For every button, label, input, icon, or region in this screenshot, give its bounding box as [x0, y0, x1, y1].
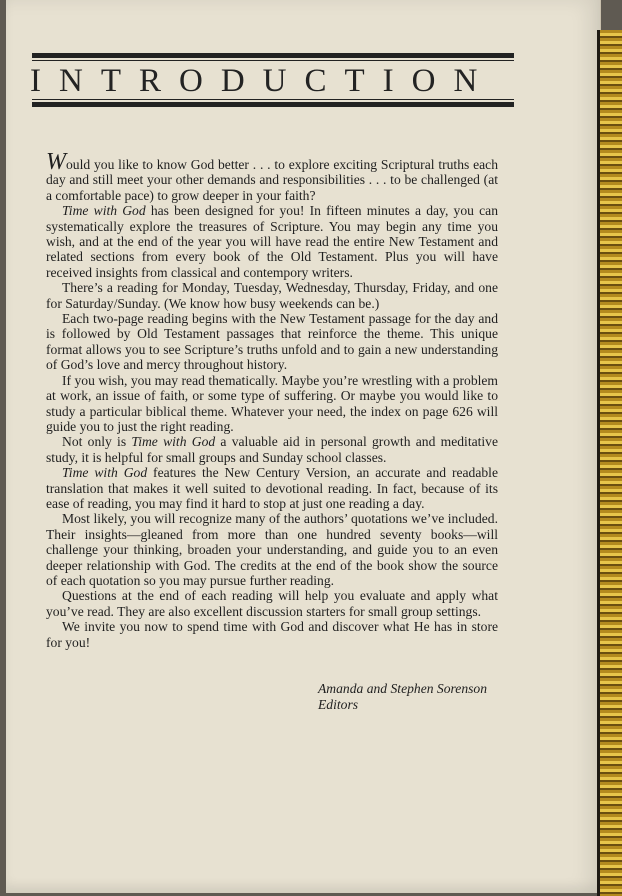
book-page	[6, 0, 601, 893]
gilt-page-edge	[597, 30, 622, 896]
paragraph-10: We invite you now to spend time with God and discover what He has in store for you!	[46, 619, 498, 650]
paragraph-5: If you wish, you may read thematically. Maybe you’re wrestling with a problem at work, an issue of faith, or some type of suffering. Or maybe you would like to study a particular biblical theme. Whatever your need, the index on page 626 will guide you to just the right reading.	[46, 372, 498, 434]
book-title-ref: Time with God	[62, 203, 146, 219]
paragraph-3: There’s a reading for Monday, Tuesday, Wednesday, Thursday, Friday, and one for Saturday/Sunday. (We know how busy weekends can be.)	[46, 280, 498, 311]
paragraph-4: Each two-page reading begins with the New Testament passage for the day and is followed by Old Testament passages that reinforce the theme. This unique format allows you to see Scripture’s truths unfold and to gain a new understanding of God’s love and mercy throughout history.	[46, 311, 498, 373]
introduction-body	[46, 149, 499, 650]
paragraph-1: Would you like to know God better . . . to explore exciting Scriptural truths each day and still meet your other demands and responsibilities . . . to be challenged (at a comfortable pace) to grow deeper in your faith?	[46, 149, 498, 203]
bottom-rule-thick	[32, 102, 514, 107]
paragraph-7: Time with God features the New Century Version, an accurate and readable translation that makes it well suited to devotional reading. In fact, because of its ease of reading, you may find it hard to stop at just one reading a day.	[46, 465, 498, 511]
paragraph-6: Not only is Time with God a valuable aid in personal growth and meditative study, it is helpful for small groups and Sunday school classes.	[46, 434, 499, 465]
book-title-ref: Time with God	[62, 465, 148, 481]
page-title: INTRODUCTION	[30, 63, 496, 99]
top-rule-thin	[32, 60, 514, 61]
signature-role: Editors	[318, 697, 359, 712]
bottom-rule-thin	[32, 99, 514, 100]
book-title-ref: Time with God	[131, 434, 216, 450]
paragraph-9: Questions at the end of each reading will help you evaluate and apply what you’ve read. They are also excellent discussion starters for small group settings.	[46, 588, 498, 619]
drop-cap: W	[46, 149, 66, 175]
signature-names: Amanda and Stephen Sorenson	[318, 681, 488, 696]
paragraph-8: Most likely, you will recognize many of the authors’ quotations we’ve included. Their insights—gleaned from more than one hundred seventy books—will challenge your thinking, broaden your understanding, and guide you to an even deeper relationship with God. The credits at the end of the book show the source of each quotation so you may pursue further reading.	[46, 511, 498, 588]
signature-block	[318, 681, 487, 713]
paragraph-2: Time with God has been designed for you! In fifteen minutes a day, you can systematically explore the treasures of Scripture. You may begin any time you wish, and at the end of the year you will have read the entire New Testament and related sections from every book of the Old Testament. Plus you will have received insights from classical and contempory writers.	[46, 203, 498, 280]
top-rule-thick	[32, 53, 514, 58]
